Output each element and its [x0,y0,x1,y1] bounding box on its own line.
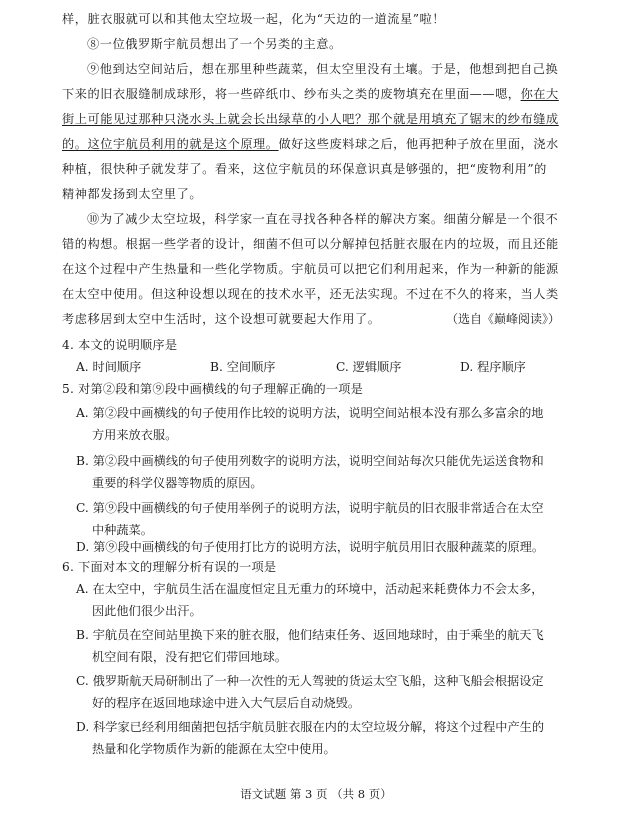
option-text: 热量和化学物质作为新的能源在太空中使用。 [92,742,336,756]
passage-line [62,135,559,152]
option-text: B. 第②段中画横线的句子使用列数字的说明方法，说明空间站每次只能优先运送食物和 [76,454,544,468]
option-d[interactable]: D. 程序顺序 [460,360,526,374]
option-text: C. 第⑨段中画横线的句子使用举例子的说明方法，说明宇航员的旧衣服非常适合在太空 [76,501,544,515]
option-a[interactable]: A. 时间顺序 [76,360,142,374]
option-text: C. 俄罗斯航天局研制出了一种一次性的无人驾驶的货运太空飞船，这种飞船会根据设定 [76,674,544,688]
passage-line: 错的构想。根据一些学者的设计，细菌不但可以分解掉包括脏衣服在内的垃圾，而且还能 [62,237,559,251]
underlined-sentence: 你在大 [520,87,559,101]
option-b[interactable]: B. 空间顺序 [210,360,276,374]
passage-line: 样，脏衣服就可以和其他太空垃圾一起，化为“天边的一道流星”啦！ [62,12,445,26]
passage-line: ⑩为了减少太空垃圾，科学家一直在寻找各种各样的解决方案。细菌分解是一个很不 [87,212,559,226]
passage-line: 在太空中使用。但这种设想以现在的技术水平，还无法实现。不过在不久的将来，当人类 [62,287,559,301]
option-text: B. 宇航员在空间站里换下来的脏衣服，他们结束任务、返回地球时，由于乘坐的航天飞 [76,628,544,642]
passage-text: 做好这些废料球之后，他再把种子放在里面，浇水 [278,137,559,151]
question-stem: 5. 对第②段和第⑨段中画横线的句子理解正确的一项是 [62,382,364,396]
option-text: D. 科学家已经利用细菌把包括宇航员脏衣服在内的太空垃圾分解，将这个过程中产生的 [76,720,545,734]
option-c[interactable]: C. 逻辑顺序 [336,360,402,374]
option-text: 机空间有限，没有把它们带回地球。 [92,650,287,664]
passage-line: 精神都发扬到太空里了。 [62,187,203,201]
passage-text: 下来的旧衣服缝制成球形，将一些碎纸巾、纱布头之类的废物填充在里面——嗯， [62,87,521,101]
option-text: 因此他们很少出汗。 [92,604,202,618]
option-text: D. 第⑨段中画横线的句子使用打比方的说明方法，说明宇航员用旧衣服种蔬菜的原理。 [76,540,545,554]
option-text: 方用来放衣服。 [92,428,178,442]
passage-source: （选自《巅峰阅读》） [445,312,560,326]
option-text: 重要的科学仪器等物质的原因。 [92,476,263,490]
passage-line: 在这个过程中产生热量和一些化学物质。宇航员可以把它们利用起来，作为一种新的能源 [62,262,559,276]
question-stem: 4. 本文的说明顺序是 [62,338,178,352]
passage-line: ⑨他到达空间站后，想在那里种些蔬菜，但太空里没有土壤。于是，他想到把自己换 [87,62,559,76]
passage-line: ⑧一位俄罗斯宇航员想出了一个另类的主意。 [87,37,342,51]
passage-line: 种植，很快种子就发芽了。看来，这位宇航员的环保意识真是够强的，把“废物利用”的 [62,162,547,176]
passage-line: 考虑移居到太空中生活时，这个设想可就要起大作用了。 [62,312,381,326]
option-text: 中种蔬菜。 [92,523,153,537]
underlined-sentence: 的。这位宇航员利用的就是这个原理。 [62,137,279,151]
option-text: A. 第②段中画横线的句子使用作比较的说明方法，说明空间站根本没有那么多富余的地 [76,406,544,420]
passage-line [62,85,559,102]
underlined-sentence: 街上可能见过那种只浇水头上就会长出绿草的小人吧？那个就是用填充了锯末的纱布缝成 [62,112,559,126]
page-footer: 语文试题 第 3 页 （共 8 页） [240,787,392,801]
question-stem: 6. 下面对本文的理解分析有误的一项是 [62,560,277,574]
option-text: A. 在太空中，宇航员生活在温度恒定且无重力的环境中，活动起来耗费体力不会太多， [76,582,544,596]
option-text: 好的程序在返回地球途中进入大气层后自动烧毁。 [92,696,361,710]
